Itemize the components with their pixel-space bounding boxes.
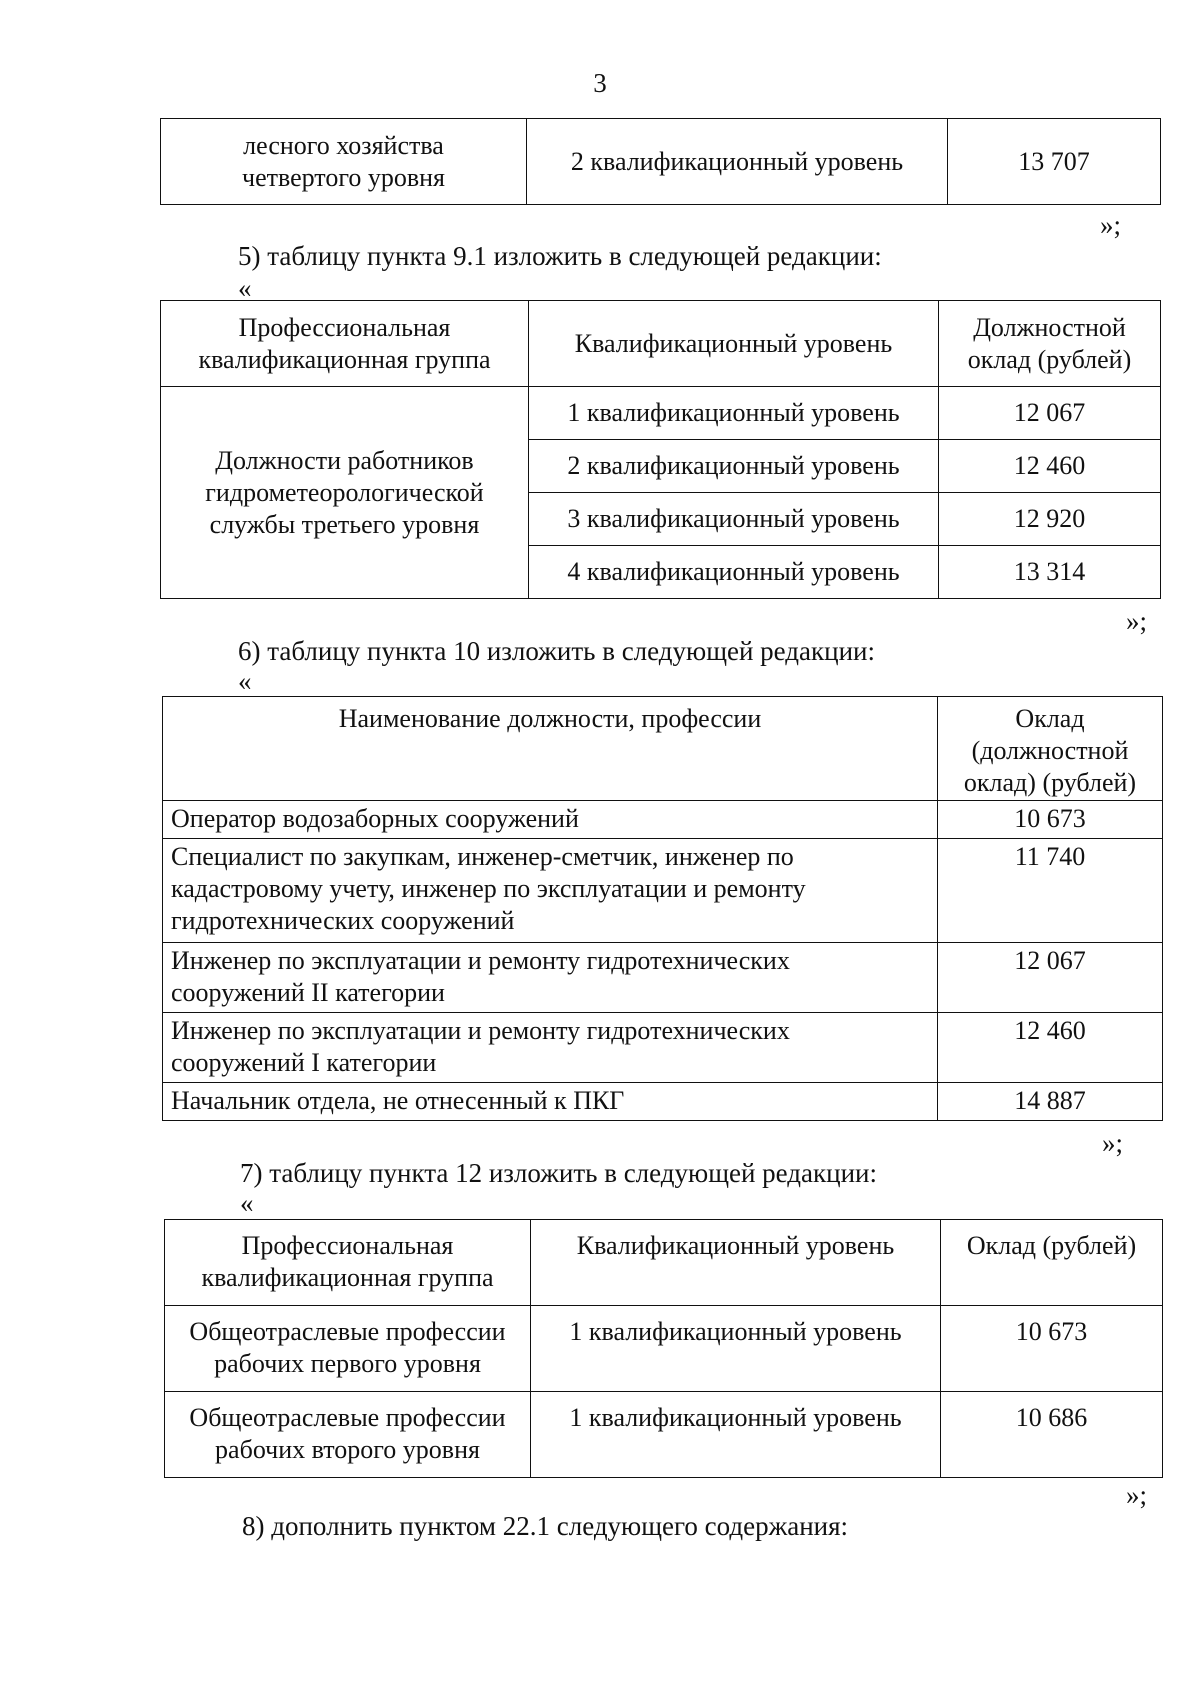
- table-row: [161, 119, 1161, 205]
- group-cell: Общеотраслевые профессии рабочих второго уровня: [165, 1392, 531, 1478]
- table-header-row: [165, 1220, 1163, 1306]
- salary-cell: 11 740: [938, 839, 1163, 943]
- level-cell: 2 квалификационный уровень: [527, 119, 948, 205]
- level-cell: 1 квалификационный уровень: [531, 1306, 941, 1392]
- header-group: Профессиональная квалификационная группа: [165, 1220, 531, 1306]
- table-row: [165, 1306, 1163, 1392]
- salary-cell: 13 707: [948, 119, 1161, 205]
- level-cell: 3 квалификационный уровень: [529, 493, 939, 546]
- header-name: Наименование должности, профессии: [163, 697, 938, 801]
- salary-cell: 12 067: [938, 943, 1163, 1013]
- table-workers-salaries: [164, 1219, 1163, 1478]
- header-level: Квалификационный уровень: [531, 1220, 941, 1306]
- table-positions-salaries: [162, 696, 1163, 1121]
- salary-cell: 10 673: [938, 801, 1163, 839]
- opening-quote: «: [240, 1188, 254, 1218]
- header-salary: Оклад (рублей): [941, 1220, 1163, 1306]
- group-cell: Должности работников гидрометеорологической службы третьего уровня: [161, 387, 529, 599]
- header-level: Квалификационный уровень: [529, 301, 939, 387]
- opening-quote: «: [238, 273, 252, 303]
- item-6: 6) таблицу пункта 10 изложить в следующей редакции:: [238, 636, 875, 666]
- salary-cell: 12 460: [939, 440, 1161, 493]
- level-cell: 1 квалификационный уровень: [531, 1392, 941, 1478]
- group-cell: лесного хозяйства четвертого уровня: [161, 119, 527, 205]
- table-row: [163, 1083, 1163, 1121]
- header-salary: Должностной оклад (рублей): [939, 301, 1161, 387]
- item-5: 5) таблицу пункта 9.1 изложить в следующей редакции:: [238, 241, 882, 271]
- name-cell: Инженер по эксплуатации и ремонту гидротехнических сооружений I категории: [163, 1013, 938, 1083]
- header-salary: Оклад (должностной оклад) (рублей): [938, 697, 1163, 801]
- name-cell: Инженер по эксплуатации и ремонту гидротехнических сооружений II категории: [163, 943, 938, 1013]
- page-number: 3: [593, 68, 607, 98]
- table-row: [163, 801, 1163, 839]
- closing-quote: »;: [1126, 1480, 1148, 1510]
- salary-cell: 12 920: [939, 493, 1161, 546]
- table-continuation: [160, 118, 1161, 205]
- salary-cell: 12 067: [939, 387, 1161, 440]
- salary-cell: 12 460: [938, 1013, 1163, 1083]
- salary-cell: 10 686: [941, 1392, 1163, 1478]
- level-cell: 4 квалификационный уровень: [529, 546, 939, 599]
- group-cell: Общеотраслевые профессии рабочих первого уровня: [165, 1306, 531, 1392]
- table-header-row: [161, 301, 1161, 387]
- closing-quote: »;: [1100, 210, 1122, 240]
- name-cell: Специалист по закупкам, инженер-сметчик, инженер по кадастровому учету, инженер по эксплуатации и ремонту гидротехнических сооружений: [163, 839, 938, 943]
- table-header-row: [163, 697, 1163, 801]
- closing-quote: »;: [1126, 606, 1148, 636]
- item-8: 8) дополнить пунктом 22.1 следующего содержания:: [242, 1511, 849, 1541]
- item-7: 7) таблицу пункта 12 изложить в следующей редакции:: [240, 1158, 877, 1188]
- level-cell: 2 квалификационный уровень: [529, 440, 939, 493]
- table-row: [163, 1013, 1163, 1083]
- table-row: [163, 839, 1163, 943]
- table-row: [163, 943, 1163, 1013]
- name-cell: Оператор водозаборных сооружений: [163, 801, 938, 839]
- salary-cell: 13 314: [939, 546, 1161, 599]
- salary-cell: 10 673: [941, 1306, 1163, 1392]
- level-cell: 1 квалификационный уровень: [529, 387, 939, 440]
- header-group: Профессиональная квалификационная группа: [161, 301, 529, 387]
- table-row: [165, 1392, 1163, 1478]
- opening-quote: «: [238, 666, 252, 696]
- closing-quote: »;: [1102, 1128, 1124, 1158]
- table-row: [161, 387, 1161, 440]
- salary-cell: 14 887: [938, 1083, 1163, 1121]
- table-hydromet-salaries: [160, 300, 1161, 599]
- name-cell: Начальник отдела, не отнесенный к ПКГ: [163, 1083, 938, 1121]
